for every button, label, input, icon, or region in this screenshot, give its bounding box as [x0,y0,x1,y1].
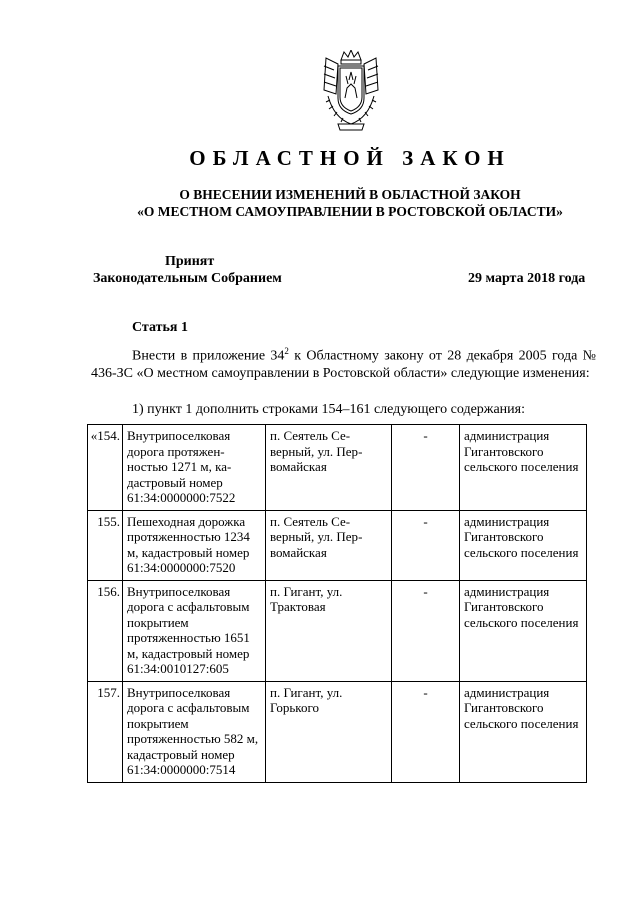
road-name: Внутрипоселковая дорога с асфальтовым покрытием протяженностью 582 м, кадастровый номер 61:34:0000000:7514 [123,681,266,782]
road-location: п. Гигант, ул. Горького [266,681,392,782]
road-administration: администрация Гигантовского сельского поселения [460,425,587,511]
row-number: 155. [88,510,123,580]
roads-table [87,424,587,783]
article-superscript: 2 [284,346,289,356]
row-number: 156. [88,580,123,681]
road-administration: администрация Гигантовского сельского поселения [460,510,587,580]
road-location: п. Сеятель Северный, ул. Первомайская [266,510,392,580]
road-administration: администрация Гигантовского сельского поселения [460,580,587,681]
road-name: Внутрипоселковая дорога с асфальтовым покрытием протяженностью 1651 м, кадастровый номер 61:34:0010127:605 [123,580,266,681]
article-text [91,343,596,382]
road-location: п. Гигант, ул. Трактовая [266,580,392,681]
adopted-body: Законодательным Собранием [93,271,282,286]
road-dash: - [392,681,460,782]
article-item: 1) пункт 1 дополнить строками 154–161 следующего содержания: [132,402,525,417]
row-number: 157. [88,681,123,782]
document-subtitle [60,186,640,220]
article-heading: Статья 1 [132,320,188,335]
table-row [88,580,587,681]
article-text-after: к Областному закону от 28 декабря 2005 года № 436-ЗС «О местном самоуправлении в Ростовской области» следующие изменения: [91,348,596,381]
road-location: п. Сеятель Северный, ул. Первомайская [266,425,392,511]
table-row [88,425,587,511]
table-row [88,510,587,580]
subtitle-line-1: О ВНЕСЕНИИ ИЗМЕНЕНИЙ В ОБЛАСТНОЙ ЗАКОН [179,187,521,202]
adopted-label: Принят [165,254,215,269]
article-text-before: Внести в приложение 34 [132,348,285,364]
document-title: ОБЛАСТНОЙ ЗАКОН [189,146,511,170]
road-dash: - [392,425,460,511]
table-row [88,681,587,782]
road-administration: администрация Гигантовского сельского поселения [460,681,587,782]
row-number: «154. [88,425,123,511]
road-dash: - [392,510,460,580]
road-name: Внутрипоселковая дорога протяженностью 1271 м, кадастровый номер 61:34:0000000:7522 [123,425,266,511]
adoption-date: 29 марта 2018 года [468,271,586,286]
coat-of-arms-emblem [318,50,384,132]
road-dash: - [392,580,460,681]
subtitle-line-2: «О МЕСТНОМ САМОУПРАВЛЕНИИ В РОСТОВСКОЙ ОБЛАСТИ» [137,204,563,219]
road-name: Пешеходная дорожка протяженностью 1234 м, кадастровый номер 61:34:0000000:7520 [123,510,266,580]
